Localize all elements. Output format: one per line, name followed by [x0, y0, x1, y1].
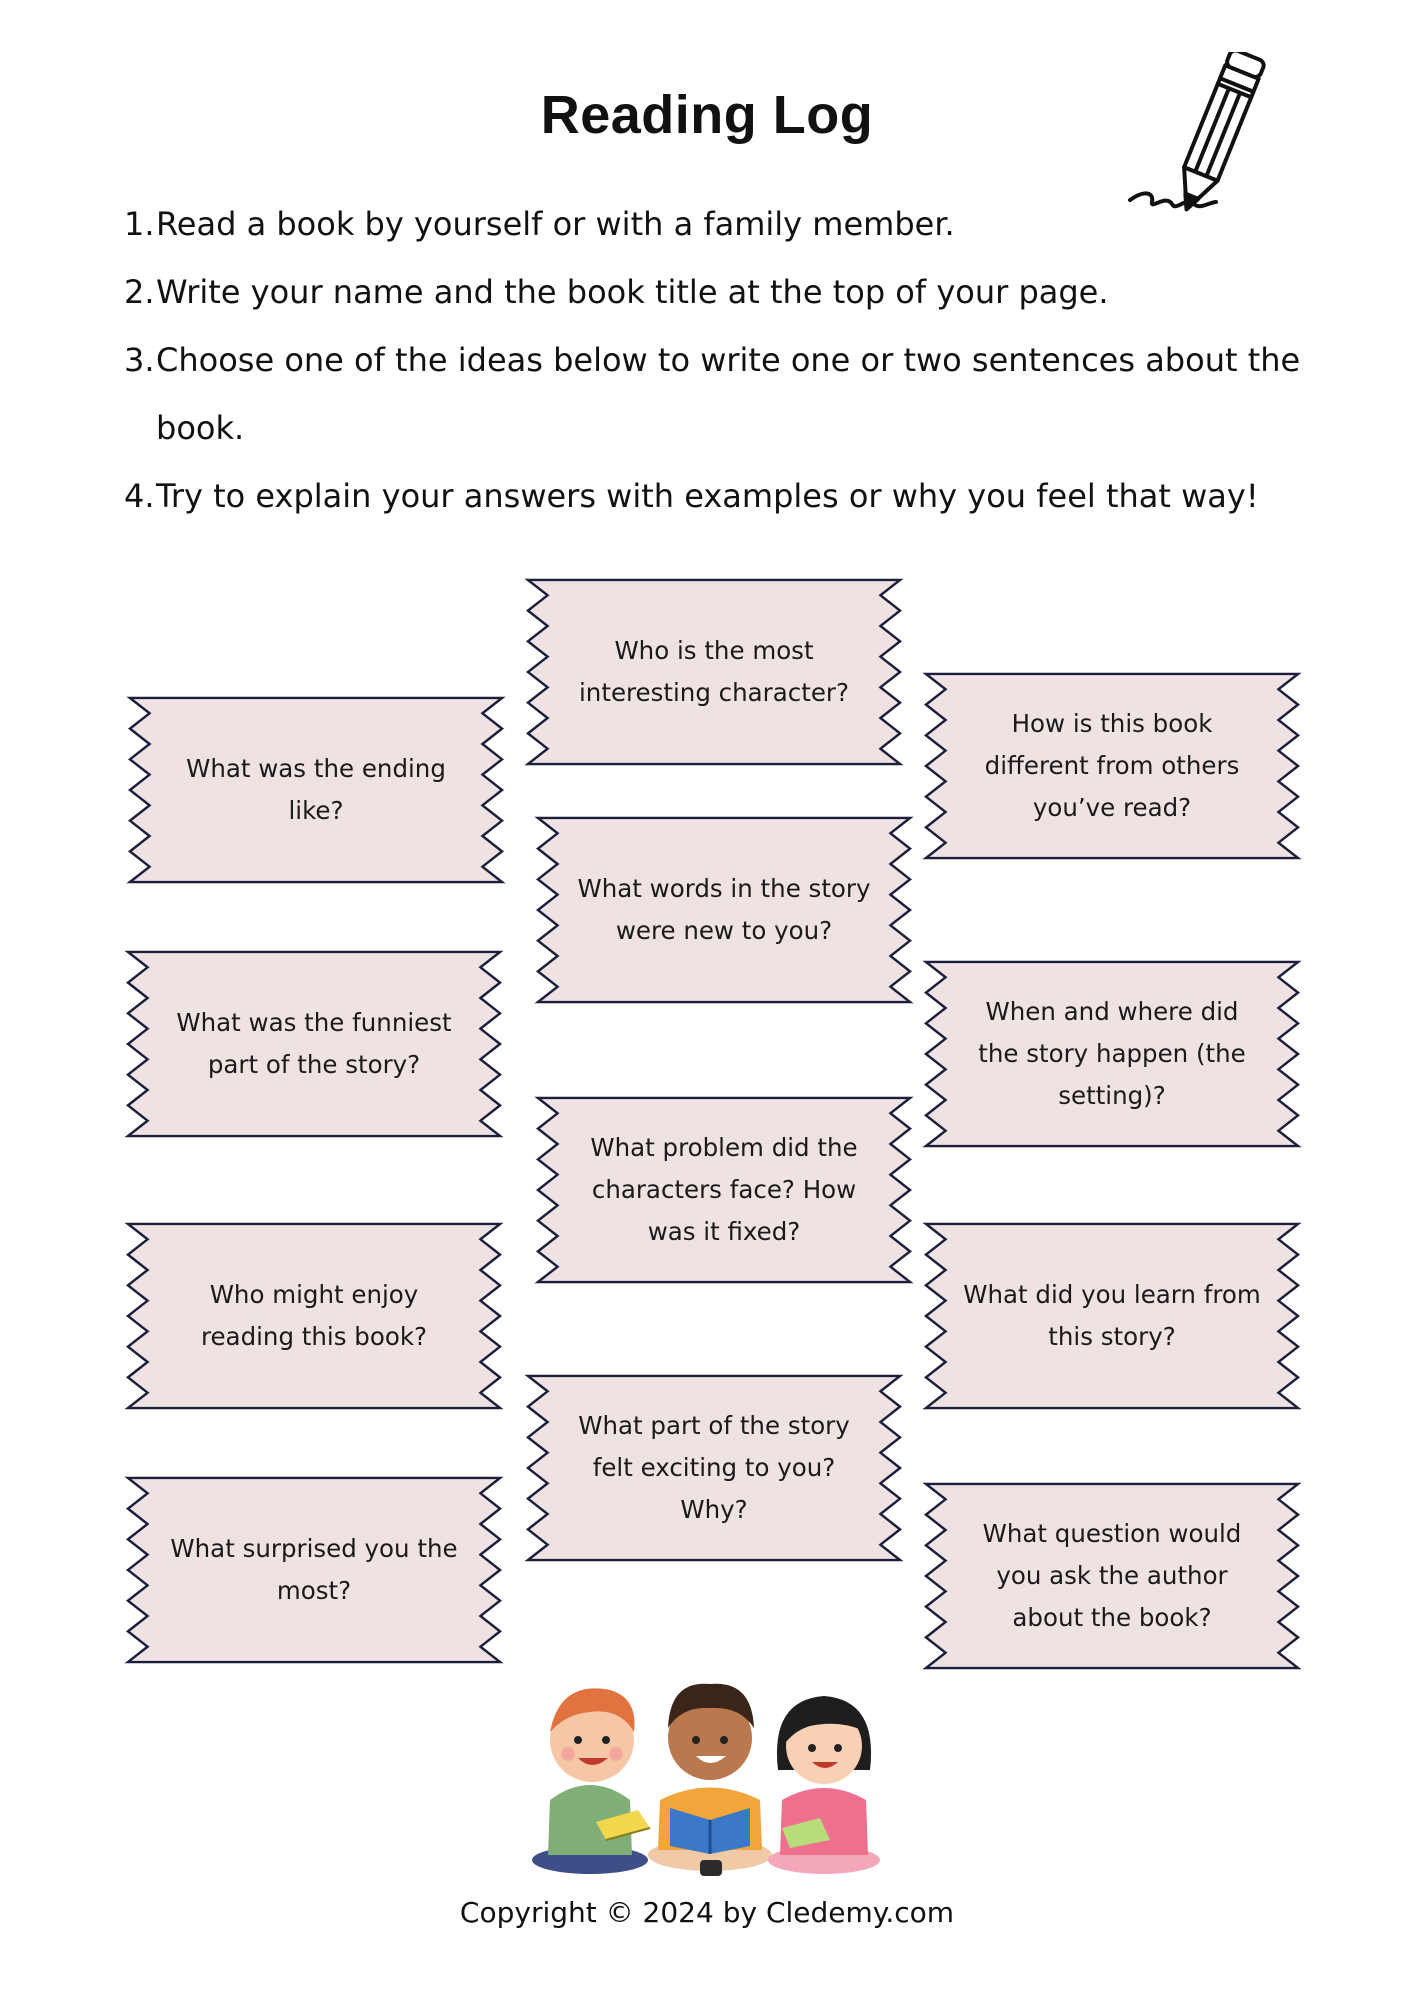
- prompt-card: [524, 1374, 904, 1562]
- prompt-text: When and where did the story happen (the setting)?: [978, 997, 1246, 1110]
- prompt-text: What question would you ask the author about the book?: [982, 1519, 1242, 1632]
- prompt-text: Who is the most interesting character?: [579, 636, 849, 707]
- prompt-text: What was the funniest part of the story?: [176, 1008, 452, 1079]
- prompt-card: [534, 1096, 914, 1284]
- instruction-number: 3.: [124, 341, 155, 379]
- instruction-text: Choose one of the ideas below to write one or two sentences about the book.: [156, 341, 1301, 447]
- prompt-card: [922, 672, 1302, 860]
- prompt-text: What problem did the characters face? How was it fixed?: [590, 1133, 858, 1246]
- prompt-card: [126, 696, 506, 884]
- child-middle: [648, 1684, 772, 1876]
- instruction-item: [124, 258, 1304, 326]
- instruction-item: [124, 462, 1304, 530]
- instruction-text: Try to explain your answers with examples or why you feel that way!: [156, 477, 1259, 515]
- prompt-card: [124, 950, 504, 1138]
- prompt-card: [922, 1482, 1302, 1670]
- child-left: [532, 1688, 650, 1874]
- instruction-number: 2.: [124, 273, 155, 311]
- instruction-item: [124, 326, 1304, 462]
- prompt-text: Who might enjoy reading this book?: [200, 1280, 428, 1351]
- prompt-text: What surprised you the most?: [170, 1534, 458, 1605]
- prompt-text: What did you learn from this story?: [963, 1280, 1261, 1351]
- instruction-number: 4.: [124, 477, 155, 515]
- prompt-text: What was the ending like?: [186, 754, 446, 825]
- kids-reading-illustration: [520, 1650, 900, 1880]
- instruction-text: Write your name and the book title at the top of your page.: [156, 273, 1109, 311]
- prompt-text: How is this book different from others you’ve read?: [984, 709, 1240, 822]
- copyright-text: Copyright © 2024 by Cledemy.com: [459, 1896, 955, 1929]
- page-title: Reading Log: [540, 85, 874, 145]
- instructions-list: [124, 190, 1304, 530]
- instruction-number: 1.: [124, 205, 155, 243]
- instruction-text: Read a book by yourself or with a family member.: [156, 205, 955, 243]
- prompt-card: [922, 960, 1302, 1148]
- prompt-text: What words in the story were new to you?: [577, 874, 871, 945]
- prompt-card: [922, 1222, 1302, 1410]
- prompt-card: [124, 1476, 504, 1664]
- prompt-card: [524, 578, 904, 766]
- instruction-item: [124, 190, 1304, 258]
- child-right: [768, 1696, 880, 1874]
- prompt-text: What part of the story felt exciting to you? Why?: [578, 1411, 850, 1524]
- prompt-card: [534, 816, 914, 1004]
- prompt-card: [124, 1222, 504, 1410]
